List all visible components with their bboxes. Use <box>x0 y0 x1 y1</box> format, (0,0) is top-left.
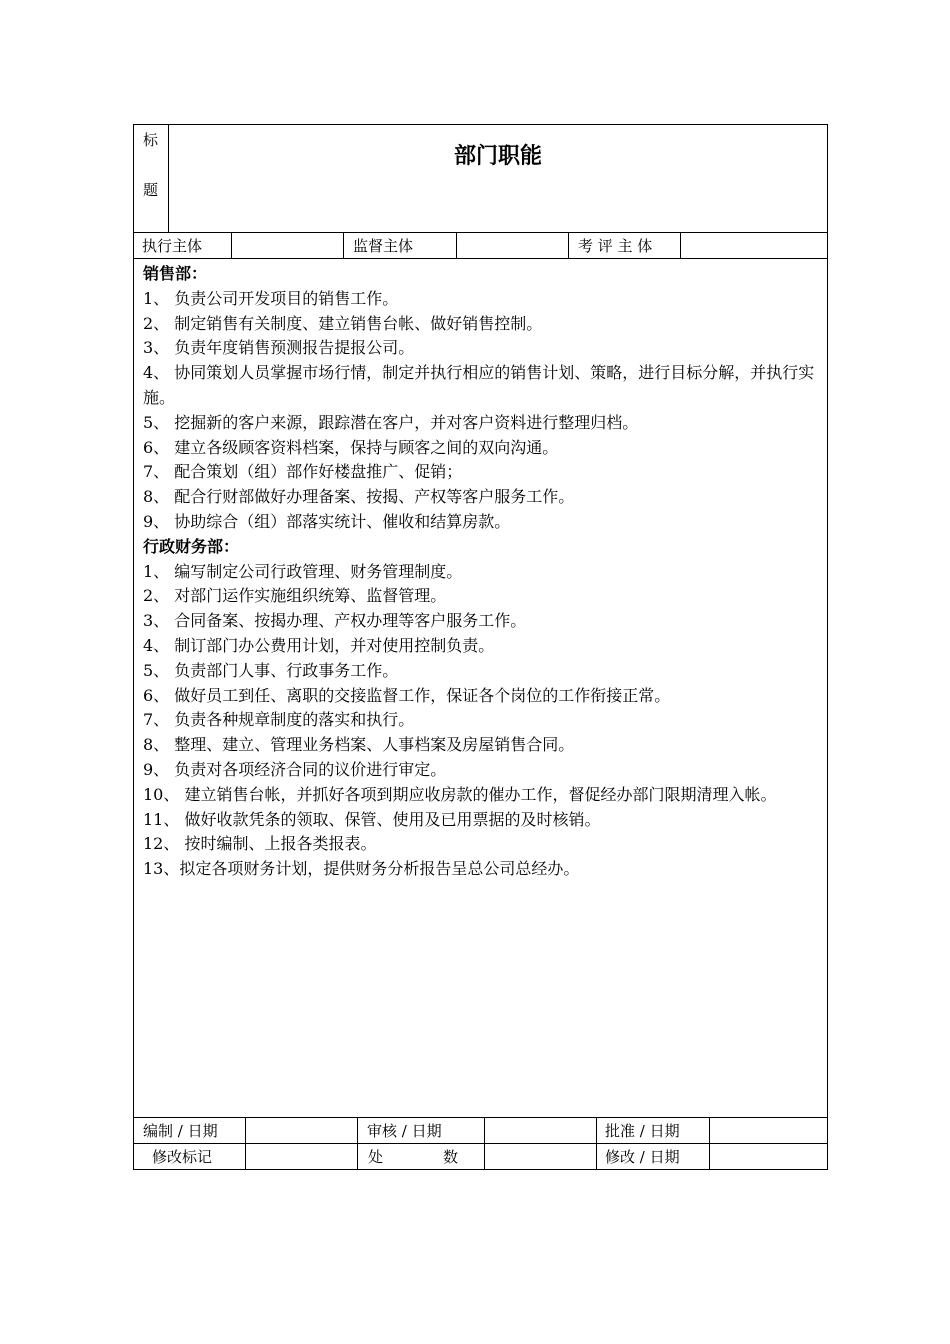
admin-finance-item: 10、 建立销售台帐，并抓好各项到期应收房款的催办工作，督促经办部门限期清理入帐。 <box>143 784 777 804</box>
admin-finance-item: 8、 整理、建立、管理业务档案、人事档案及房屋销售合同。 <box>143 735 575 755</box>
admin-finance-item: 3、 合同备案、按揭办理、产权办理等客户服务工作。 <box>143 611 527 631</box>
admin-finance-item: 4、 制订部门办公费用计划，并对使用控制负责。 <box>143 635 495 655</box>
title-label-char-2: 题 <box>143 181 159 199</box>
subject-col-divider-2 <box>343 232 344 258</box>
sales-item: 6、 建立各级顾客资料档案，保持与顾客之间的双向沟通。 <box>143 437 559 457</box>
title-row-divider <box>133 232 828 233</box>
evaluator-label: 考 评 主 体 <box>578 237 653 255</box>
sales-item: 2、 制定销售有关制度、建立销售台帐、做好销售控制。 <box>143 313 543 333</box>
admin-finance-heading: 行政财务部： <box>143 536 240 556</box>
admin-finance-item: 9、 负责对各项经济合同的议价进行审定。 <box>143 759 447 779</box>
approve-date-label: 批准 / 日期 <box>605 1122 680 1140</box>
department-functions-body <box>143 262 823 882</box>
page-title: 部门职能 <box>453 144 542 169</box>
review-date-label: 审核 / 日期 <box>367 1122 442 1140</box>
footer-top-divider <box>133 1117 828 1118</box>
supervisor-label: 监督主体 <box>353 237 414 255</box>
sales-item: 3、 负责年度销售预测报告提报公司。 <box>143 338 415 358</box>
revision-mark-label: 修改标记 <box>152 1148 213 1166</box>
executor-label: 执行主体 <box>142 237 203 255</box>
admin-finance-item: 5、 负责部门人事、行政事务工作。 <box>143 660 399 680</box>
sales-item: 7、 配合策划（组）部作好楼盘推广、促销； <box>143 462 463 482</box>
footer-col-divider-1 <box>245 1117 246 1170</box>
admin-finance-item: 13、拟定各项财务计划，提供财务分析报告呈总公司总经办。 <box>143 859 580 879</box>
footer-col-divider-5 <box>709 1117 710 1170</box>
subject-col-divider-3 <box>456 232 457 258</box>
sales-item: 1、 负责公司开发项目的销售工作。 <box>143 288 399 308</box>
sales-heading: 销售部： <box>143 264 208 283</box>
footer-col-divider-4 <box>596 1117 597 1170</box>
modify-date-label: 修改 / 日期 <box>605 1148 680 1166</box>
subject-row-divider <box>133 258 828 259</box>
admin-finance-item: 11、 做好收款凭条的领取、保管、使用及已用票据的及时核销。 <box>143 809 601 829</box>
compile-date-label: 编制 / 日期 <box>143 1122 218 1140</box>
location-label-char-1: 处 <box>368 1148 384 1166</box>
admin-finance-item: 1、 编写制定公司行政管理、财务管理制度。 <box>143 561 463 581</box>
footer-col-divider-3 <box>484 1117 485 1170</box>
subject-col-divider-5 <box>680 232 681 258</box>
admin-finance-item: 6、 做好员工到任、离职的交接监督工作，保证各个岗位的工作衔接正常。 <box>143 685 671 705</box>
sales-item: 5、 挖掘新的客户来源，跟踪潜在客户，并对客户资料进行整理归档。 <box>143 412 639 432</box>
admin-finance-item: 7、 负责各种规章制度的落实和执行。 <box>143 710 415 730</box>
sales-item: 4、 协同策划人员掌握市场行情，制定并执行相应的销售计划、策略，进行目标分解，并执行实施。 <box>143 363 815 407</box>
admin-finance-item: 12、 按时编制、上报各类报表。 <box>143 834 377 854</box>
sales-item: 9、 协助综合（组）部落实统计、催收和结算房款。 <box>143 511 511 531</box>
subject-col-divider-1 <box>231 232 232 258</box>
footer-middle-divider <box>133 1143 828 1144</box>
title-label-char-1: 标 <box>143 131 159 149</box>
footer-col-divider-2 <box>357 1117 358 1170</box>
admin-finance-item: 2、 对部门运作实施组织统筹、监督管理。 <box>143 586 447 606</box>
sales-item: 8、 配合行财部做好办理备案、按揭、产权等客户服务工作。 <box>143 487 575 507</box>
location-label-char-2: 数 <box>443 1148 459 1166</box>
subject-col-divider-4 <box>568 232 569 258</box>
